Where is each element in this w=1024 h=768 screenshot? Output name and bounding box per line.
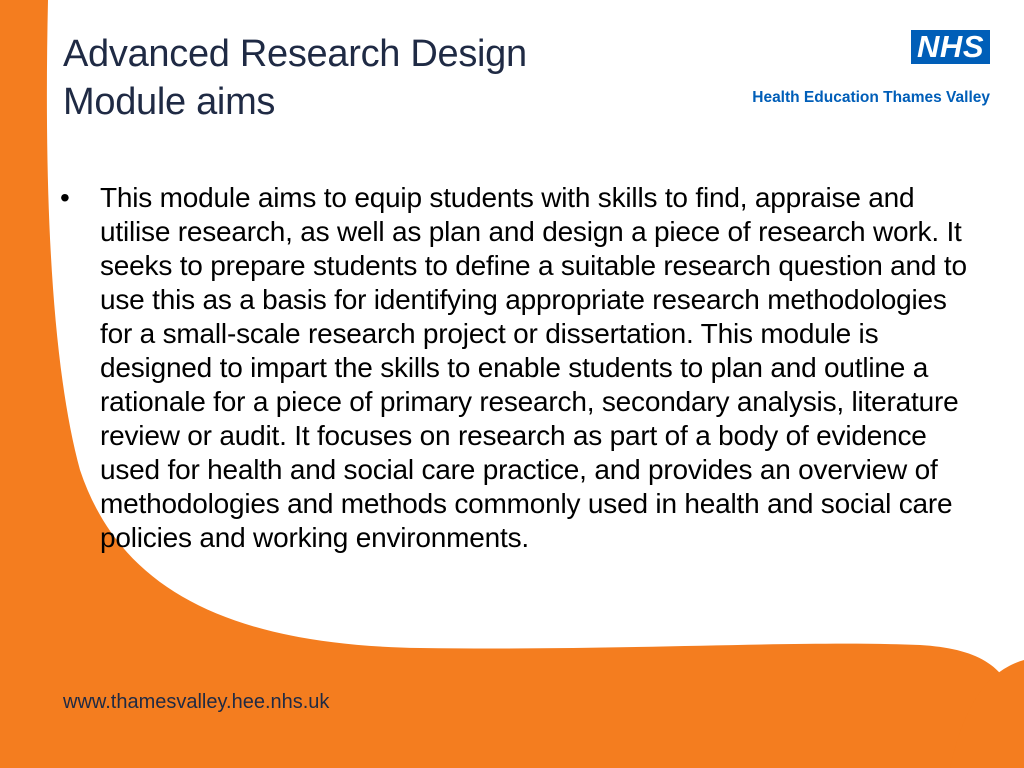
footer-url[interactable]: www.thamesvalley.hee.nhs.uk xyxy=(63,691,330,713)
bullet-text: This module aims to equip students with skills to find, appraise and utilise research, as well as plan and design a piece of research work. It seeks to prepare students to define a suitable research question and to use this as a basis for identifying appropriate research methodologies for a small-scale research project or dissertation. This module is designed to impart the skills to enable students to plan and outline a rationale for a piece of primary research, secondary analysis, literature review or audit. It focuses on research as part of a body of evidence used for health and social care practice, and provides an overview of methodologies and methods commonly used in health and social care policies and working environments. xyxy=(100,182,967,553)
module-aims-list xyxy=(60,181,972,555)
nhs-logo: NHS xyxy=(911,30,990,64)
title-line-1: Advanced Research Design xyxy=(63,33,527,75)
list-item xyxy=(60,181,972,555)
bullet-icon: • xyxy=(60,182,70,213)
logo-block xyxy=(752,30,990,107)
org-name: Health Education Thames Valley xyxy=(752,89,990,106)
title-line-2: Module aims xyxy=(63,81,276,123)
page-title xyxy=(63,30,663,126)
